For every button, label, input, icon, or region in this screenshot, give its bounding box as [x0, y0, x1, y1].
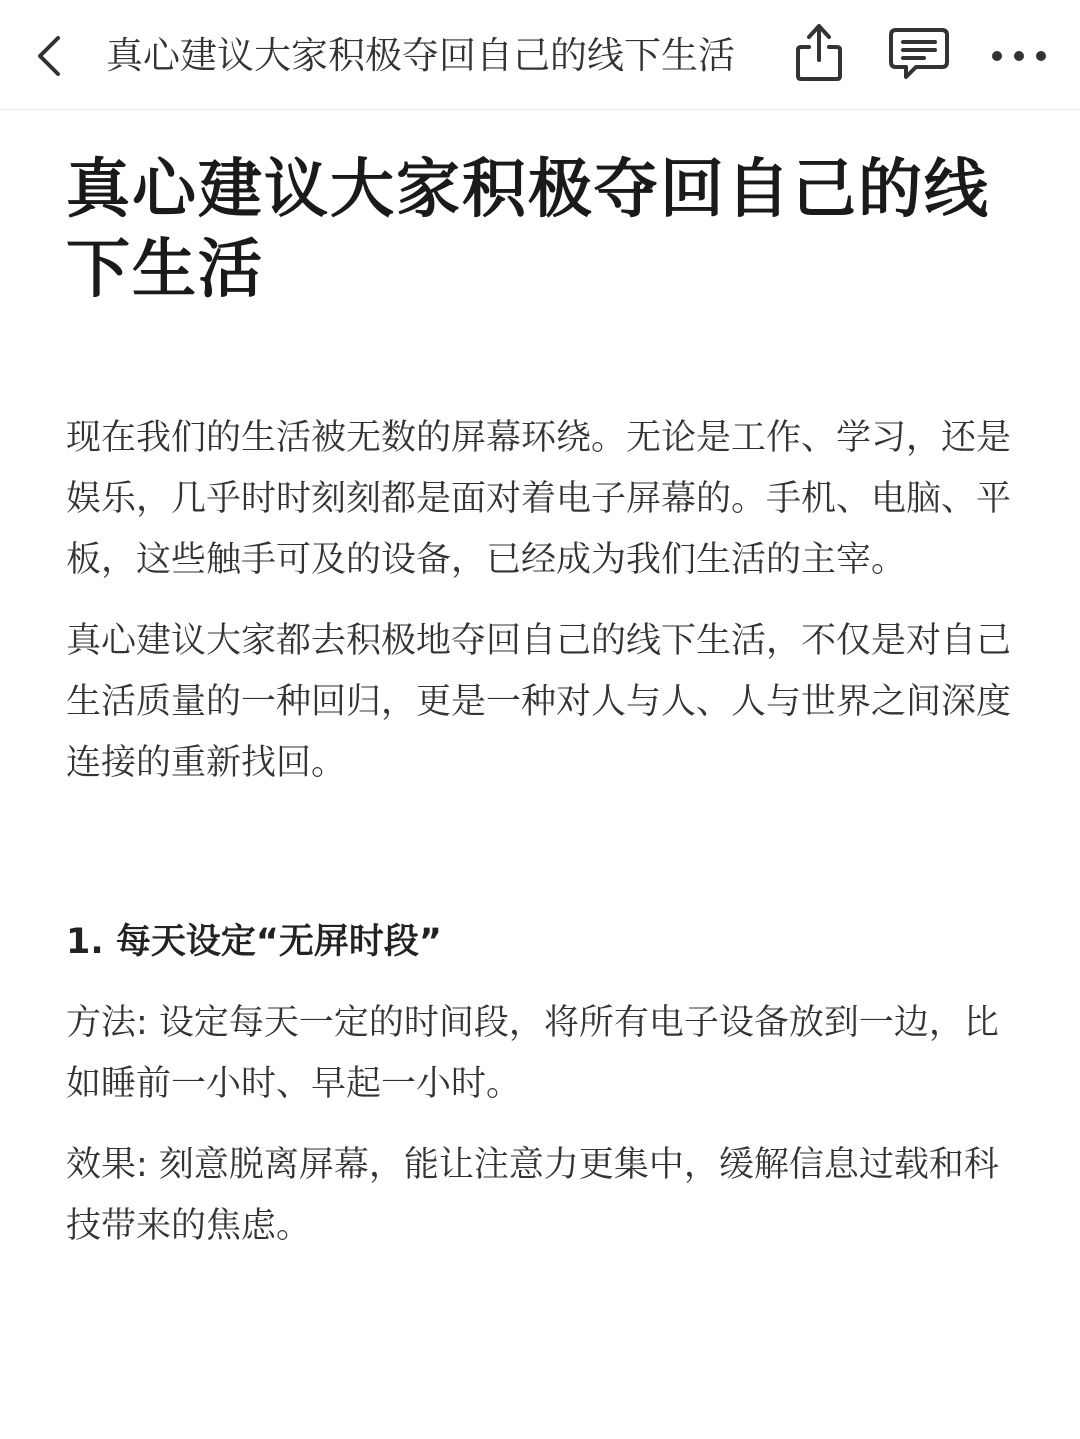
article-title: 真心建议大家积极夺回自己的线下生活: [66, 153, 990, 307]
comment-icon: [886, 22, 952, 86]
top-navigation-bar: [0, 0, 1080, 110]
back-button[interactable]: [22, 28, 78, 84]
article-paragraph: 现在我们的生活被无数的屏幕环绕。无论是工作、学习，还是娱乐，几乎时时刻刻都是面对着电子屏幕的。手机、电脑、平板，这些触手可及的设备，已经成为我们生活的主宰。: [66, 418, 1012, 580]
more-button[interactable]: [988, 36, 1050, 76]
nav-title: 真心建议大家积极夺回自己的线下生活: [106, 34, 735, 77]
article-paragraph: 真心建议大家都去积极地夺回自己的线下生活，不仅是对自己生活质量的一种回归，更是一种对人与人、人与世界之间深度连接的重新找回。: [66, 621, 1012, 783]
method-paragraph: 方法: 设定每天一定的时间段，将所有电子设备放到一边，比如睡前一小时、早起一小时。: [66, 1003, 999, 1104]
section-heading: 1. 每天设定“无屏时段”: [66, 922, 442, 962]
share-button[interactable]: [790, 20, 848, 86]
share-icon: [790, 20, 848, 86]
chevron-left-icon: [22, 28, 78, 84]
more-dots-icon: [988, 36, 1050, 76]
effect-paragraph: 效果: 刻意脱离屏幕，能让注意力更集中，缓解信息过载和科技带来的焦虑。: [66, 1145, 999, 1246]
article-content: [66, 150, 1016, 1257]
comment-button[interactable]: [886, 22, 952, 86]
